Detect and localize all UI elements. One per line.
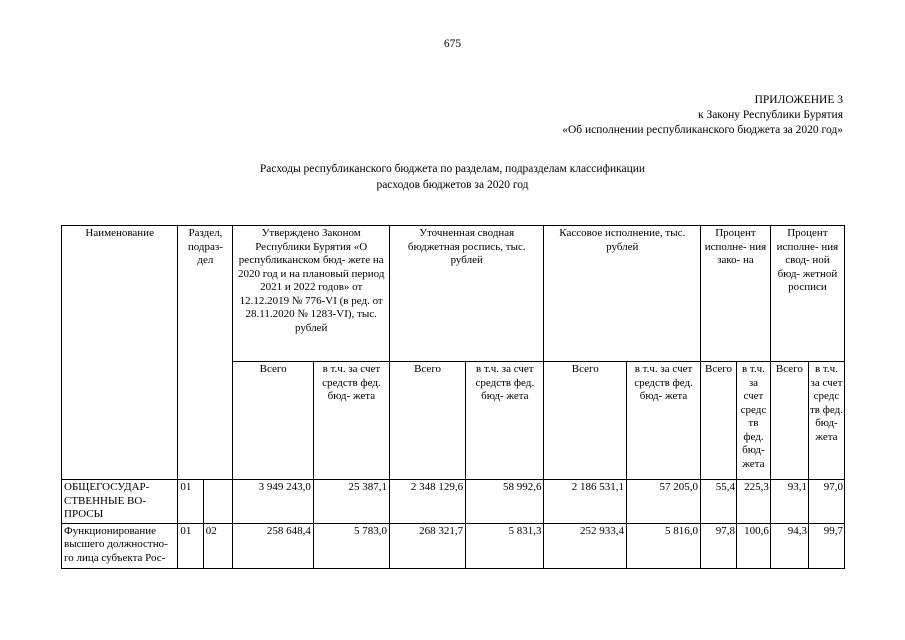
- row-name: Функционирование высшего должностно- го лица субъекта Рос-: [62, 523, 178, 568]
- row-pct-law-total: 97,8: [701, 523, 737, 568]
- appendix-law: к Закону Республики Бурятия: [697, 109, 843, 121]
- row-pct-law-total: 55,4: [701, 480, 737, 524]
- row-approved-total: 3 949 243,0: [233, 480, 313, 524]
- row-approved-federal: 25 387,1: [313, 480, 389, 524]
- row-subsection: [203, 480, 233, 524]
- document-title: [0, 161, 905, 193]
- row-subsection: 02: [203, 523, 233, 568]
- subheader-revised-total: Всего: [389, 362, 465, 480]
- expenditure-table: [61, 225, 845, 569]
- table-row: [62, 480, 845, 524]
- document-title-line-1: Расходы республиканского бюджета по разделам, подразделам классификации: [259, 163, 646, 175]
- subheader-pct-rev-federal: в т.ч. за счет средс тв фед. бюд- жета: [808, 362, 844, 480]
- row-approved-federal: 5 783,0: [313, 523, 389, 568]
- subheader-approved-total: Всего: [233, 362, 313, 480]
- row-revised-total: 2 348 129,6: [389, 480, 465, 524]
- page-number: 675: [443, 38, 462, 50]
- row-cash-total: 2 186 531,1: [544, 480, 627, 524]
- row-pct-rev-total: 94,3: [770, 523, 808, 568]
- row-name: ОБЩЕГОСУДАР- СТВЕННЫЕ ВО- ПРОСЫ: [62, 480, 178, 524]
- subheader-cash-federal: в т.ч. за счет средств фед. бюд- жета: [626, 362, 700, 480]
- row-revised-federal: 58 992,6: [466, 480, 544, 524]
- document-title-line-2: расходов бюджетов за 2020 год: [376, 179, 529, 191]
- row-pct-law-federal: 100,6: [737, 523, 771, 568]
- row-pct-law-federal: 225,3: [737, 480, 771, 524]
- subheader-pct-rev-total: Всего: [770, 362, 808, 480]
- table-row: [62, 523, 845, 568]
- subheader-revised-federal: в т.ч. за счет средств фед. бюд- жета: [466, 362, 544, 480]
- header-name: Наименование: [62, 226, 178, 480]
- row-pct-rev-total: 93,1: [770, 480, 808, 524]
- header-row: [62, 226, 845, 362]
- header-pct-revised: Процент исполне- ния свод- ной бюд- жетной росписи: [770, 226, 844, 362]
- row-approved-total: 258 648,4: [233, 523, 313, 568]
- header-pct-law: Процент исполне- ния зако- на: [701, 226, 771, 362]
- row-section: 01: [178, 480, 203, 524]
- row-pct-rev-federal: 99,7: [808, 523, 844, 568]
- appendix-law-name: «Об исполнении республиканского бюджета за 2020 год»: [562, 124, 843, 136]
- subheader-pct-law-total: Всего: [701, 362, 737, 480]
- appendix-block: [562, 93, 843, 138]
- subheader-pct-law-federal: в т.ч. за счет средс тв фед. бюд- жета: [737, 362, 771, 480]
- row-revised-total: 268 321,7: [389, 523, 465, 568]
- row-pct-rev-federal: 97,0: [808, 480, 844, 524]
- row-cash-federal: 57 205,0: [626, 480, 700, 524]
- subheader-cash-total: Всего: [544, 362, 627, 480]
- header-cash: Кассовое исполнение, тыс. рублей: [544, 226, 701, 362]
- header-section: Раздел, подраз- дел: [178, 226, 233, 480]
- subheader-approved-federal: в т.ч. за счет средств фед. бюд- жета: [313, 362, 389, 480]
- header-approved: Утверждено Законом Республики Бурятия «О республиканском бюд- жете на 2020 год и на плановый период 2021 и 2022 годов» от 12.12.2019 № 776-VI (в ред. от 28.11.2020 № 1283-VI), тыс. рублей: [233, 226, 390, 362]
- row-section: 01: [178, 523, 203, 568]
- row-cash-total: 252 933,4: [544, 523, 627, 568]
- row-revised-federal: 5 831,3: [466, 523, 544, 568]
- header-revised: Уточненная сводная бюджетная роспись, тыс. рублей: [389, 226, 543, 362]
- appendix-title: ПРИЛОЖЕНИЕ 3: [754, 94, 843, 106]
- row-cash-federal: 5 816,0: [626, 523, 700, 568]
